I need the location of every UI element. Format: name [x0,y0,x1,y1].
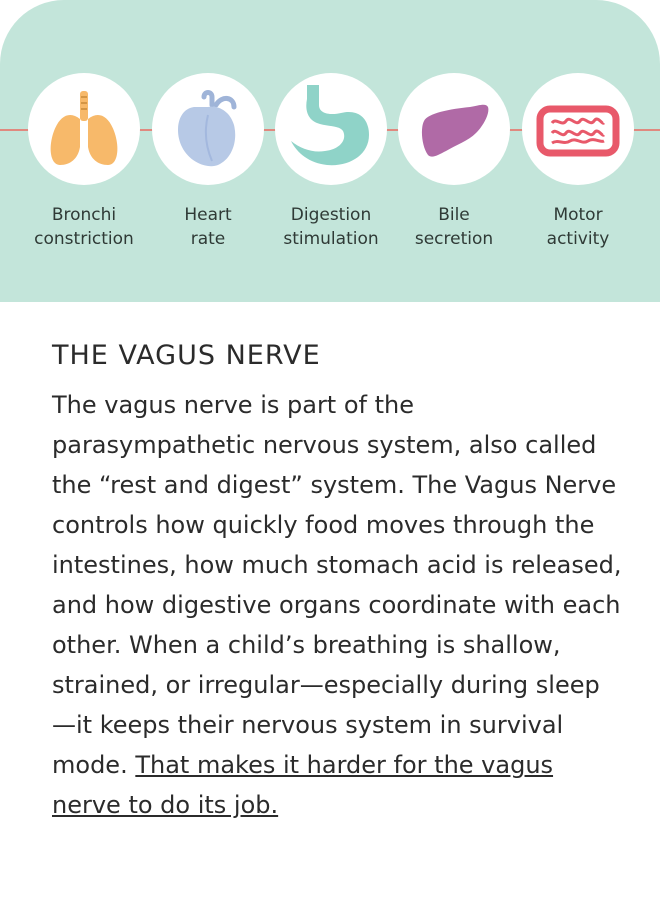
article-link[interactable]: That makes it harder for the vagus nerve to do its job. [52,751,554,819]
article-body [52,385,622,825]
organ-digestion [269,73,393,251]
organ-label-line: activity [546,229,610,249]
organ-label [269,203,393,251]
heart-icon [164,85,252,173]
organ-label-line: Bile [438,205,470,225]
liver-icon [410,85,498,173]
organ-label-line: Motor [553,205,603,225]
stomach-icon [283,81,379,177]
organ-label-line: constriction [34,229,134,249]
organ-label-line: rate [190,229,226,249]
organ-label-line: Digestion [290,205,372,225]
organ-circle [28,73,140,185]
lungs-icon [40,85,128,173]
organ-bronchi [22,73,146,251]
organ-circle [398,73,510,185]
organ-label-line: Heart [184,205,232,225]
organ-label-line: Bronchi [51,205,117,225]
organ-label [146,203,270,251]
organ-label [22,203,146,251]
organ-banner [0,0,660,302]
organ-heart [146,73,270,251]
organ-circle [522,73,634,185]
article-title: THE VAGUS NERVE [52,340,321,371]
intestines-icon [534,85,622,173]
organ-circle [152,73,264,185]
organ-circle [275,73,387,185]
organ-label [516,203,640,251]
article-body-text: The vagus nerve is part of the parasympathetic nervous system, also called the “rest and digest” system. The Vagus Nerve controls how quickly food moves through the intestines, how much stomach acid is released, and how digestive organs coordinate with each other. When a child’s breathing is shallow, strained, or irregular—especially during sleep—it keeps their nervous system in survival mode. [52,391,622,779]
organ-label-line: stimulation [283,229,379,249]
organ-bile [392,73,516,251]
organ-label [392,203,516,251]
article [52,340,622,825]
organ-motor [516,73,640,251]
organ-label-line: secretion [414,229,494,249]
